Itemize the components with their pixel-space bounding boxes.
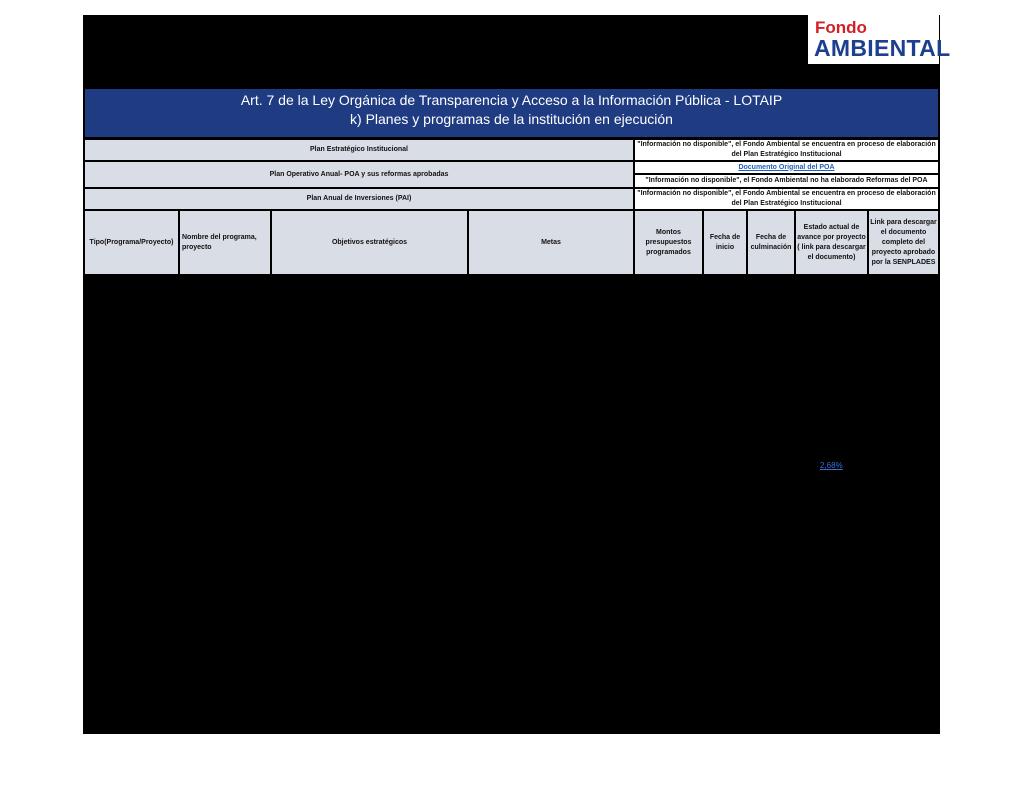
column-header-nombre: Nombre del programa, proyecto xyxy=(180,211,270,274)
title-banner xyxy=(85,89,938,137)
column-header-objetivos: Objetivos estratégicos xyxy=(272,211,467,274)
avance-link[interactable]: 2,68% xyxy=(820,461,843,470)
column-header-tipo: Tipo(Programa/Proyecto) xyxy=(85,211,178,274)
column-header-metas: Metas xyxy=(469,211,633,274)
plan-estrategico-label: Plan Estratégico Institucional xyxy=(85,140,633,160)
column-header-fecha-inicio: Fecha de inicio xyxy=(704,211,746,274)
logo-line-1: Fondo xyxy=(815,18,867,37)
fondo-ambiental-logo xyxy=(808,15,951,64)
column-header-fecha-culminacion: Fecha de culminación xyxy=(748,211,794,274)
column-header-estado-avance: Estado actual de avance por proyecto ( link para descargar el documento) xyxy=(796,211,867,274)
poa-reformas-value: "Información no disponible", el Fondo Ambiental no ha elaborado Reformas del POA xyxy=(635,175,938,187)
plan-estrategico-value: "Información no disponible", el Fondo Ambiental se encuentra en proceso de elaboración del Plan Estratégico Institucional xyxy=(635,140,938,160)
document-title: Art. 7 de la Ley Orgánica de Transparencia y Acceso a la Información Pública - LOTAIP xyxy=(240,92,783,108)
logo-line-2: AMBIENTAL xyxy=(814,35,951,61)
document-subtitle: k) Planes y programas de la institución en ejecución xyxy=(350,111,673,127)
column-header-montos: Montos presupuestos programados xyxy=(635,211,702,274)
pai-label: Plan Anual de Inversiones (PAI) xyxy=(85,189,633,209)
pai-value: "Información no disponible", el Fondo Ambiental se encuentra en proceso de elaboración del Plan Estratégico Institucional xyxy=(635,189,938,209)
poa-label: Plan Operativo Anual- POA y sus reformas aprobadas xyxy=(85,162,633,187)
column-header-link-senplades: Link para descargar el documento completo del proyecto aprobado por la SENPLADES xyxy=(869,211,938,274)
poa-document-link[interactable]: Documento Original del POA xyxy=(635,162,938,173)
